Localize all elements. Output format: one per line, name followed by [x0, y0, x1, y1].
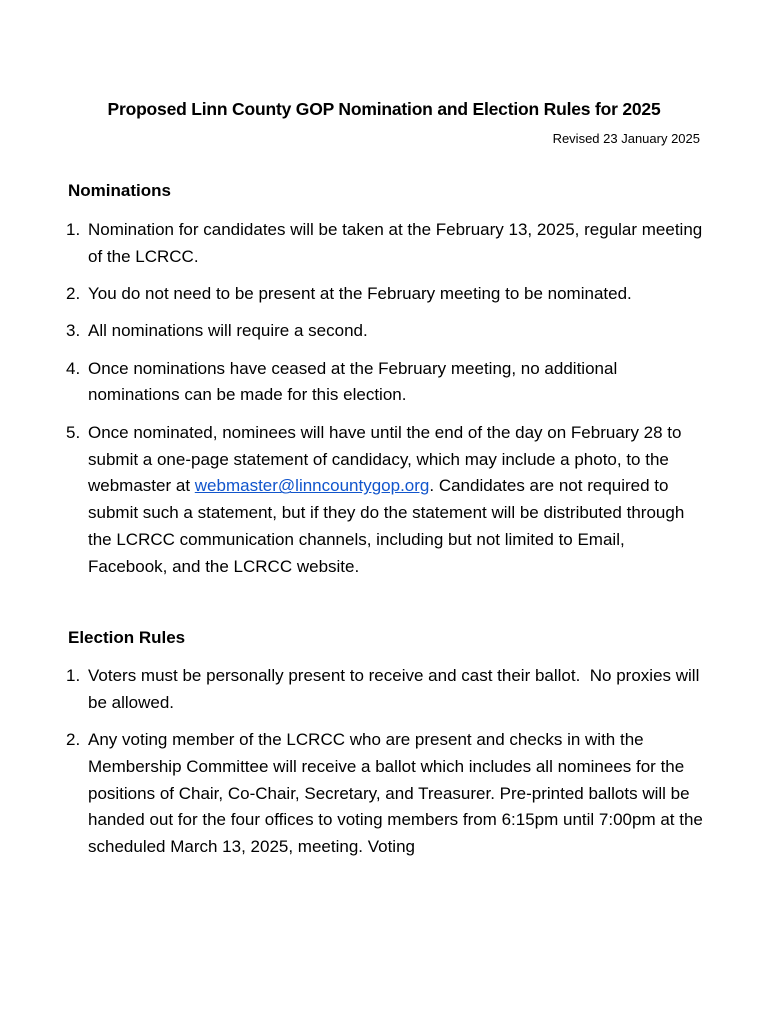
list-item-text-before-link: Once nominated, nominees will have until the end of the day on February 28 to submit a one-page statement of candidacy, which may include a photo, to the webmaster at: [88, 422, 682, 496]
list-item: [66, 420, 706, 581]
nominations-list: [66, 217, 706, 591]
list-item: [66, 727, 706, 861]
list-item-text: Nomination for candidates will be taken at the February 13, 2025, regular meeting of the LCRCC.: [88, 220, 703, 266]
list-item-text-after-link: . Candidates are not required to submit such a statement, but if they do the statement will be distributed through the LCRCC communication channels, including but not limited to Email, Facebook, and the LCRCC website.: [88, 476, 685, 576]
list-item-number: 4.: [66, 358, 81, 378]
nominations-heading: Nominations: [68, 181, 171, 200]
list-item: [66, 318, 706, 345]
list-item-text: You do not need to be present at the February meeting to be nominated.: [88, 284, 632, 304]
list-item-text: Voters must be personally present to receive and cast their ballot. No proxies will be allowed.: [88, 666, 705, 712]
revision-date: Revised 23 January 2025: [552, 131, 700, 146]
list-item: [66, 356, 706, 410]
document-title: Proposed Linn County GOP Nomination and Election Rules for 2025: [107, 99, 661, 119]
list-item: [66, 663, 706, 717]
list-item: [66, 281, 706, 308]
list-item-number: 5.: [66, 422, 81, 442]
list-item: [66, 217, 706, 271]
list-item-number: 1.: [66, 220, 81, 239]
list-item-text: Once nominations have ceased at the February meeting, no additional nominations can be made for this election.: [88, 358, 618, 405]
webmaster-email-link[interactable]: webmaster@linncountygop.org: [194, 476, 430, 496]
list-item-text: All nominations will require a second.: [88, 321, 368, 341]
list-item-number: 3.: [66, 321, 81, 341]
election-rules-list: [66, 663, 706, 872]
list-item-number: 2.: [66, 730, 81, 750]
list-item-text: Any voting member of the LCRCC who are present and checks in with the Membership Committee will receive a ballot which includes all nominees for the positions of Chair, Co-Chair, Secretary, and Treasurer. Pre-printed ballots will be handed out for the four offices to voting members from 6:15pm until 7:00pm at the scheduled March 13, 2025, meeting. Voting: [88, 730, 703, 857]
list-item-number: 1.: [66, 666, 81, 685]
election-rules-heading: Election Rules: [68, 628, 186, 647]
list-item-number: 2.: [66, 284, 81, 304]
